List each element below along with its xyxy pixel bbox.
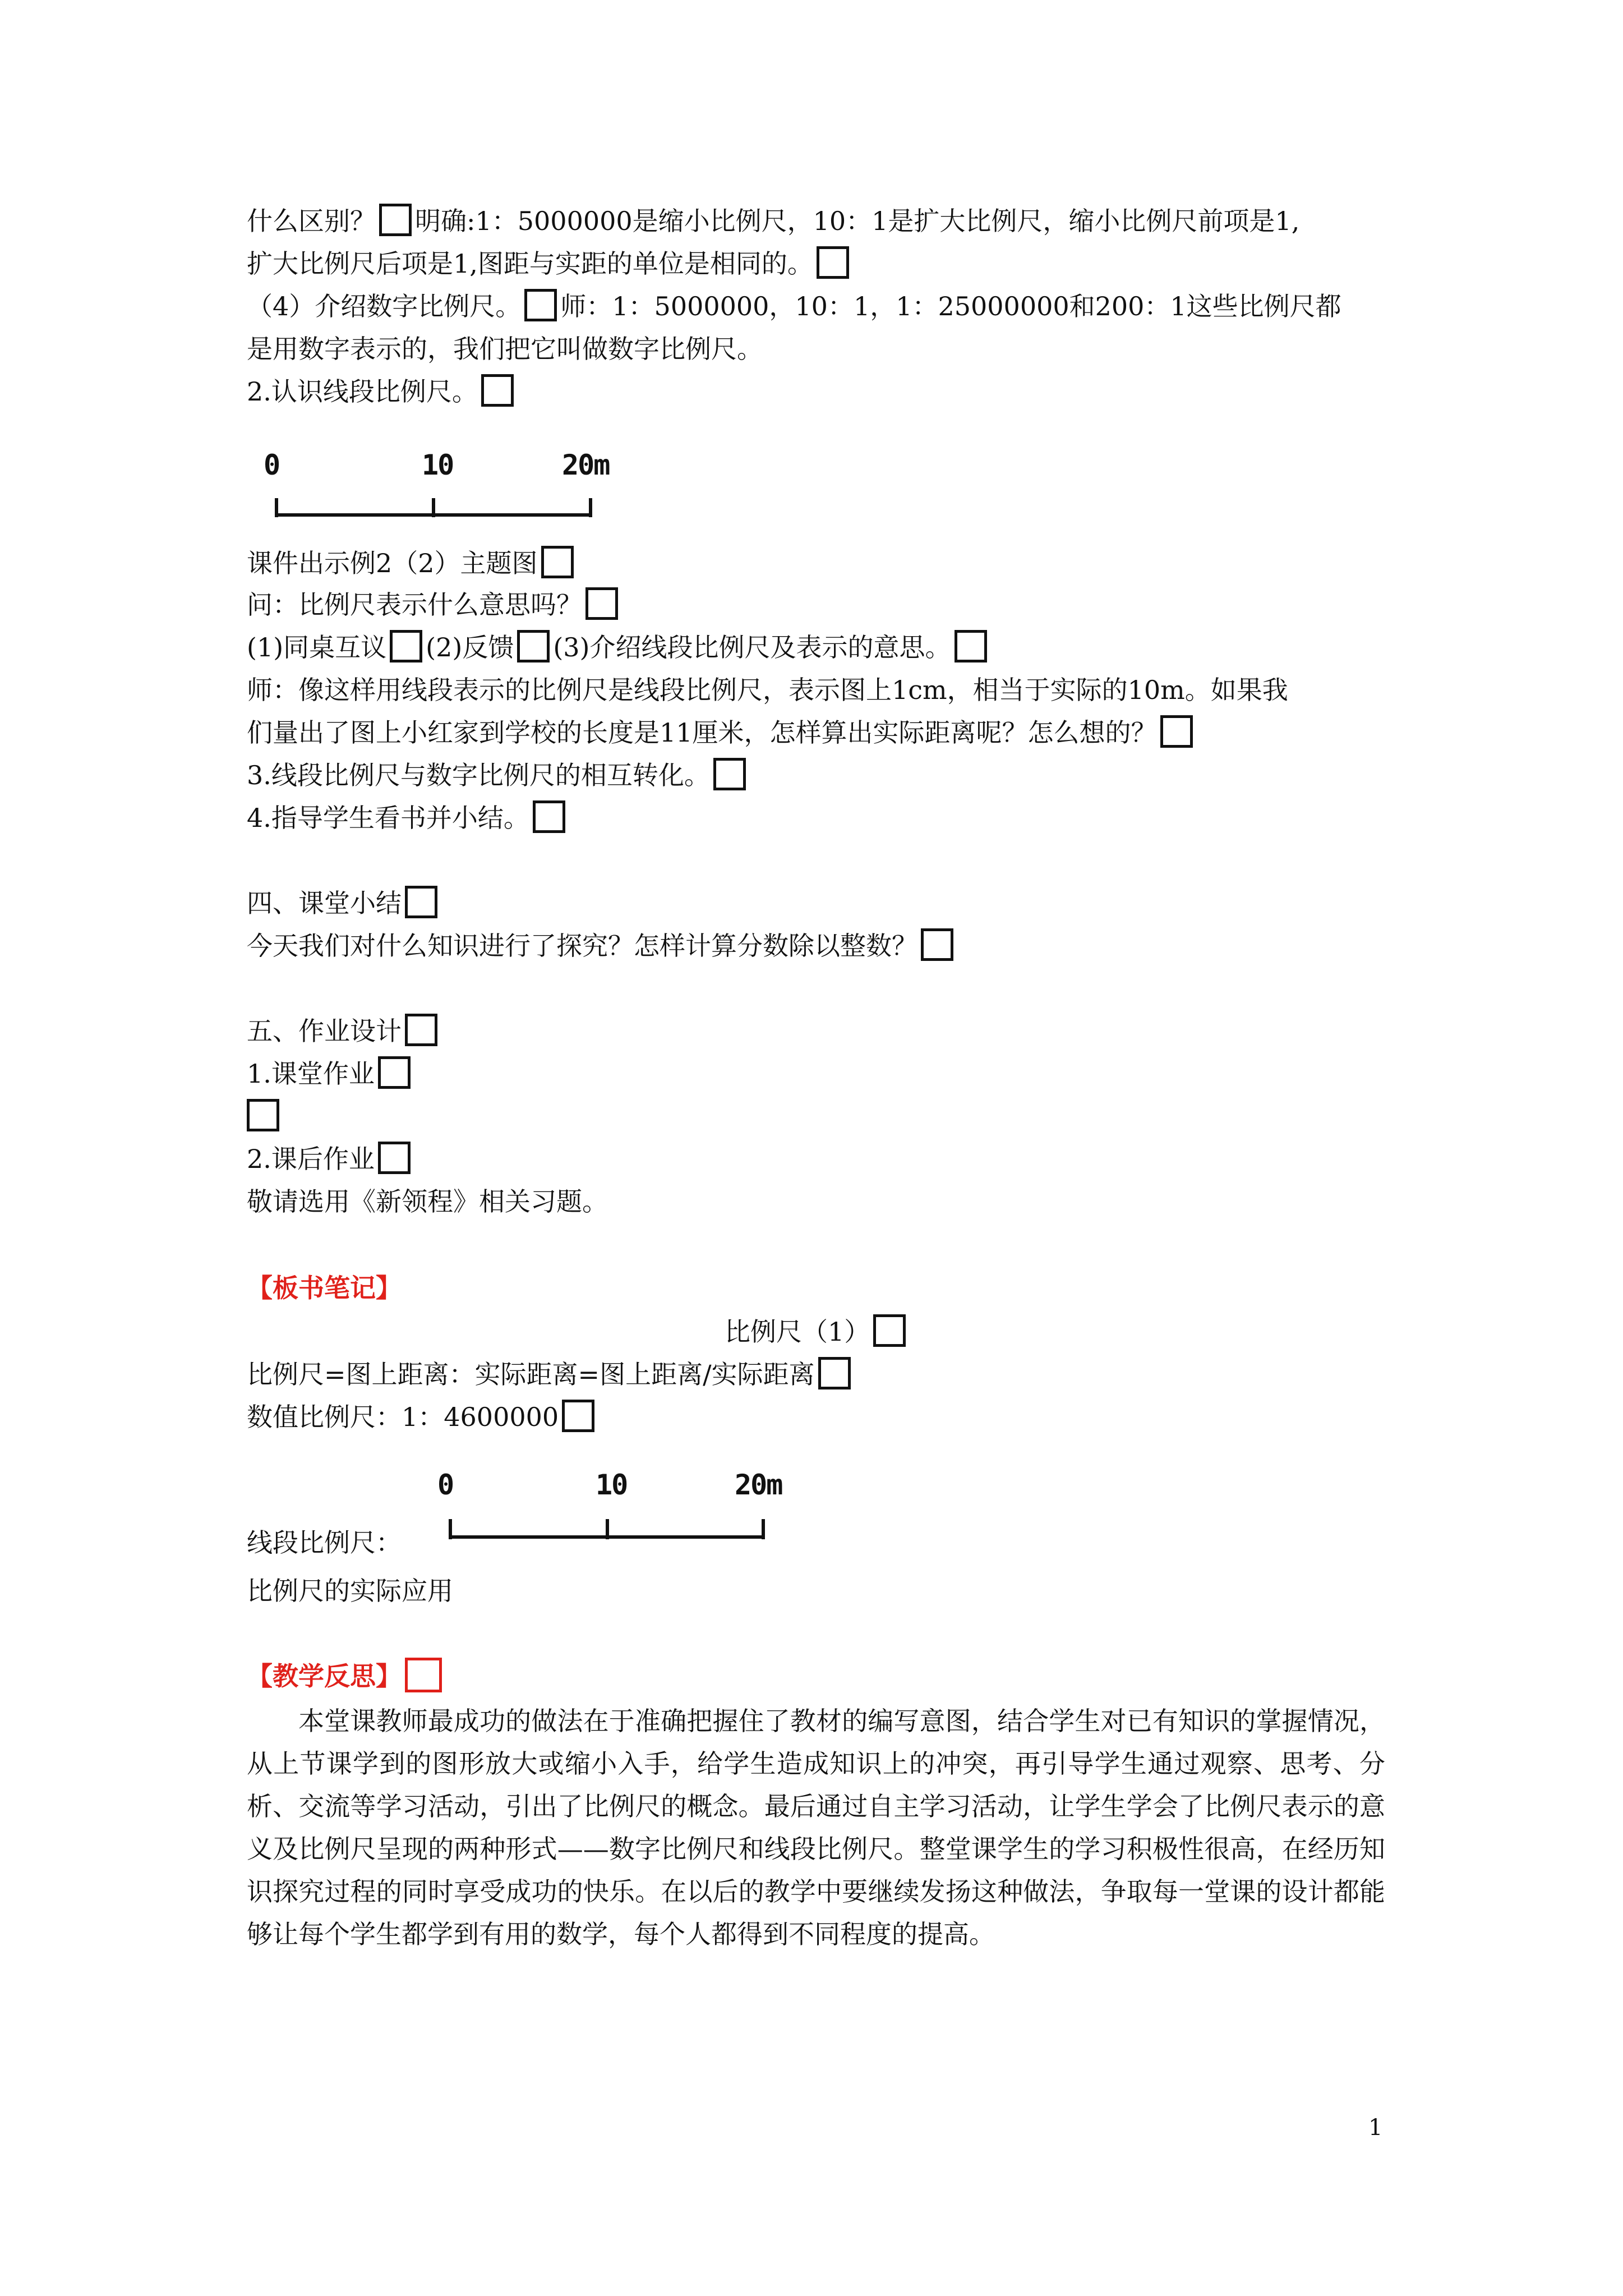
checkbox[interactable]	[1160, 715, 1193, 748]
checkbox[interactable]	[955, 630, 987, 662]
text: 明确:1：5000000是缩小比例尺，10：1是扩大比例尺，缩小比例尺前项是1,	[415, 206, 1300, 236]
text: (2)反馈	[426, 632, 514, 662]
checkbox[interactable]	[405, 886, 437, 918]
reflection-heading-line	[247, 1655, 445, 1697]
text: 课件出示例2（2）主题图	[247, 548, 538, 578]
checkbox[interactable]	[405, 1014, 437, 1046]
text-line	[247, 1521, 402, 1564]
scale-label-0: 0	[437, 1469, 454, 1501]
text-line	[247, 1095, 283, 1138]
checkbox[interactable]	[873, 1314, 906, 1347]
text-line	[247, 285, 1341, 328]
line-scale-figure	[437, 1469, 830, 1547]
text: 师：像这样用线段表示的比例尺是线段比例尺，表示图上1cm，相当于实际的10m。如果我	[247, 675, 1288, 705]
reflection-heading: 【教学反思】	[247, 1661, 402, 1691]
text: 是用数字表示的，我们把它叫做数字比例尺。	[247, 334, 763, 364]
page-number: 1	[1368, 2115, 1383, 2141]
text: 扩大比例尺后项是1,图距与实距的单位是相同的。	[247, 249, 813, 279]
checkbox[interactable]	[405, 1658, 442, 1692]
board-title	[725, 1310, 909, 1353]
checkbox[interactable]	[533, 800, 565, 833]
checkbox[interactable]	[378, 1056, 411, 1089]
text: 2.课后作业	[247, 1144, 375, 1174]
text: 2.认识线段比例尺。	[247, 376, 478, 407]
text: 问：比例尺表示什么意思吗？	[247, 590, 582, 620]
checkbox[interactable]	[541, 546, 574, 578]
scale-line	[452, 1535, 765, 1539]
text-line	[247, 1052, 414, 1095]
checkbox[interactable]	[390, 630, 422, 662]
scale-label-10: 10	[422, 449, 454, 481]
checkbox[interactable]	[817, 246, 849, 279]
text-line	[247, 1180, 608, 1223]
text-line	[247, 1138, 414, 1180]
scale-line	[278, 513, 592, 517]
text: 五、作业设计	[247, 1016, 402, 1046]
text: 1.课堂作业	[247, 1059, 375, 1089]
text-line	[247, 542, 577, 585]
checkbox[interactable]	[481, 374, 514, 407]
scale-label-20m: 20m	[735, 1469, 782, 1501]
text: 什么区别？	[247, 206, 376, 236]
text-line	[247, 669, 1288, 711]
text: （4）介绍数字比例尺。	[247, 291, 522, 321]
checkbox[interactable]	[921, 928, 953, 961]
board-notes-heading: 【板书笔记】	[247, 1273, 402, 1303]
text-line	[247, 754, 749, 797]
text: 们量出了图上小红家到学校的长度是11厘米，怎样算出实际距离呢？怎么想的？	[247, 717, 1157, 748]
text-line	[247, 626, 990, 669]
checkbox[interactable]	[524, 289, 557, 321]
checkbox[interactable]	[517, 630, 550, 662]
text-line	[247, 328, 763, 370]
text-line	[247, 242, 852, 285]
text: 4.指导学生看书并小结。	[247, 803, 529, 833]
text: 今天我们对什么知识进行了探究？怎样计算分数除以整数？	[247, 931, 917, 961]
text: 比例尺=图上距离：实际距离=图上距离/实际距离	[247, 1359, 815, 1389]
text-line	[247, 1353, 854, 1396]
text: (1)同桌互议	[247, 632, 387, 662]
text: (3)介绍线段比例尺及表示的意思。	[553, 632, 951, 662]
text-line	[247, 924, 957, 967]
text: 3.线段比例尺与数字比例尺的相互转化。	[247, 760, 710, 790]
text-line	[247, 583, 621, 626]
text-line	[247, 200, 1299, 242]
checkbox[interactable]	[818, 1357, 851, 1389]
text: 比例尺（1）	[725, 1317, 870, 1347]
text: 数值比例尺：1：4600000	[247, 1402, 559, 1432]
checkbox[interactable]	[247, 1099, 279, 1131]
checkbox[interactable]	[713, 758, 746, 790]
text-line	[247, 1396, 598, 1438]
scale-label-20m: 20m	[562, 449, 610, 481]
text: 四、课堂小结	[247, 888, 402, 918]
checkbox[interactable]	[379, 204, 412, 236]
scale-label-10: 10	[596, 1469, 628, 1501]
section-heading	[247, 1010, 441, 1052]
text-line	[247, 711, 1196, 754]
text: 敬请选用《新领程》相关习题。	[247, 1186, 608, 1217]
section-heading	[247, 882, 441, 924]
line-scale-figure	[264, 449, 656, 522]
checkbox[interactable]	[585, 587, 618, 620]
text-line	[247, 370, 517, 413]
text: 比例尺的实际应用	[247, 1576, 453, 1606]
reflection-paragraph: 本堂课教师最成功的做法在于准确把握住了教材的编写意图，结合学生对已有知识的掌握情况，从上节课学到的图形放大或缩小入手，给学生造成知识上的冲突，再引导学生通过观察、思考、分析、交流等学习活动，引出了比例尺的概念。最后通过自主学习活动，让学生学会了比例尺表示的意义及比例尺呈现的两种形式——数字比例尺和线段比例尺。整堂课学生的学习积极性很高，在经历知识探究过程的同时享受成功的快乐。在以后的教学中要继续发扬这种做法，争取每一堂课的设计都能够让每个学生都学到有用的数学，每个人都得到不同程度的提高。	[247, 1706, 1385, 1949]
text: 师：1：5000000，10：1，1：25000000和200：1这些比例尺都	[560, 291, 1341, 321]
checkbox[interactable]	[562, 1400, 594, 1432]
text-line	[247, 1570, 453, 1612]
text-line	[247, 797, 569, 839]
scale-label-0: 0	[264, 449, 280, 481]
text: 线段比例尺：	[247, 1527, 402, 1558]
checkbox[interactable]	[378, 1142, 411, 1174]
